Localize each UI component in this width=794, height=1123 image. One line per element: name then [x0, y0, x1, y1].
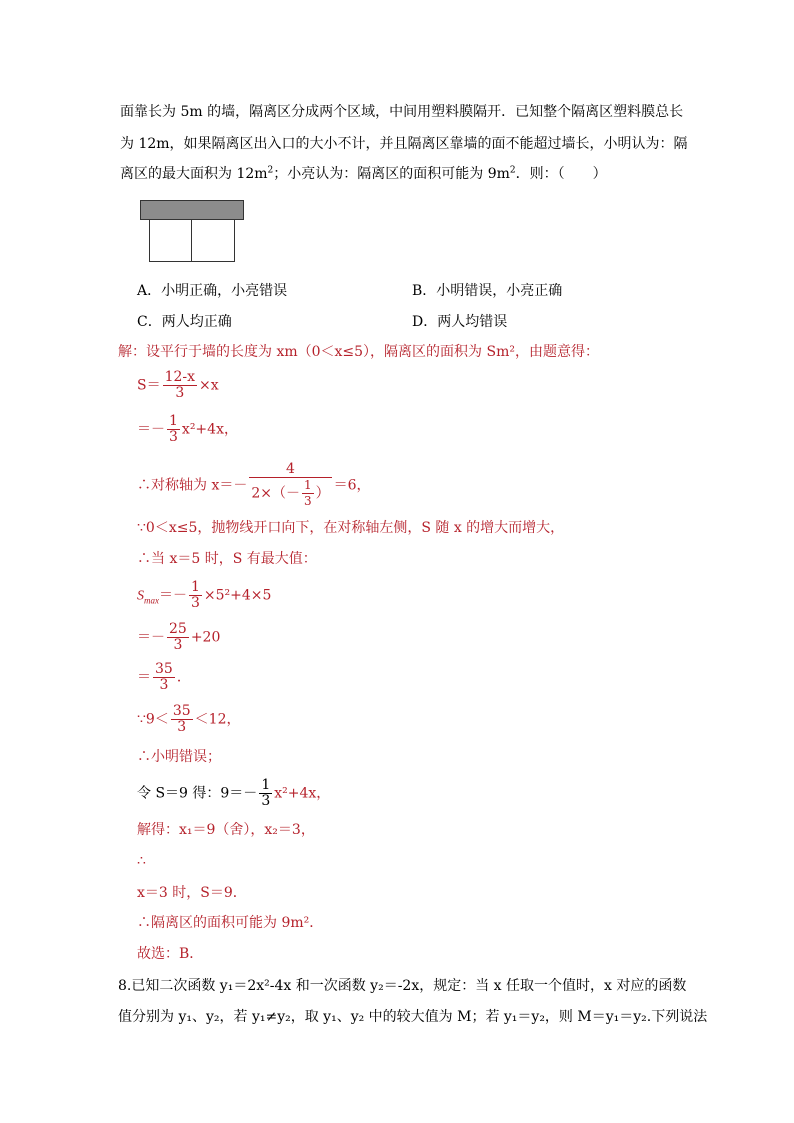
smax-num: 1	[191, 579, 200, 595]
axis-den-n: 1	[304, 478, 312, 492]
s1-den: 3	[175, 385, 185, 401]
problem-line-3a: 离区的最大面积为 12m	[120, 166, 268, 182]
let-den: 3	[261, 793, 271, 809]
s2-pre: ＝－	[137, 421, 165, 438]
smax-den: 3	[191, 595, 200, 611]
pen-outline	[149, 219, 235, 262]
cmp-rest: ＜12，	[194, 711, 241, 728]
smax-sub: max	[144, 595, 159, 606]
axis-rest: ＝6，	[333, 477, 371, 494]
smax-lhs: S	[137, 588, 144, 604]
problem-line-3c: ．则：（ ）	[515, 166, 607, 182]
step-e1	[137, 622, 220, 653]
step-max-when: ∴当 x＝5 时，S 有最大值：	[137, 551, 317, 567]
e1-rest: +20	[190, 629, 221, 646]
e2-den: 3	[159, 677, 169, 693]
axis-pre: ∴对称轴为 x＝－	[137, 477, 248, 494]
smax-rest: ×5²+4×5	[203, 587, 272, 604]
step-smax	[137, 580, 271, 611]
s2-num: 1	[169, 413, 178, 429]
pen-divider	[191, 219, 192, 261]
e1-pre: ＝－	[137, 629, 165, 646]
axis-den-d: 3	[304, 494, 312, 508]
let-num: 1	[261, 777, 271, 793]
cmp-den: 3	[177, 719, 187, 735]
option-b[interactable]: B．小明错误，小亮正确	[412, 283, 563, 299]
step-cond: ∵0＜x≤5，抛物线开口向下，在对称轴左侧，S 随 x 的增大而增大，	[137, 520, 565, 536]
s1-rest: ×x	[199, 377, 219, 394]
s2-den: 3	[169, 429, 178, 445]
s2-rest: x²+4x，	[181, 421, 238, 438]
option-c[interactable]: C．两人均正确	[137, 314, 232, 330]
wall	[140, 200, 244, 220]
e1-num: 25	[169, 621, 187, 637]
step-e2	[137, 662, 191, 693]
problem-line-1: 面靠长为 5m 的墙，隔离区分成两个区域，中间用塑料膜隔开．已知整个隔离区塑料膜总长	[120, 104, 684, 120]
step-solved: 解得：x₁＝9（舍），x₂＝3，	[137, 822, 315, 838]
axis-num: 4	[249, 462, 331, 478]
let-pre: 令 S＝9 得：9＝－	[137, 785, 258, 802]
cmp-num: 35	[172, 703, 191, 719]
solution-intro: 解：设平行于墙的长度为 xm（0＜x≤5），隔离区的面积为 Sm²，由题意得：	[118, 344, 599, 360]
step-ming-wrong: ∴小明错误；	[137, 749, 221, 765]
e2-pre: ＝	[137, 669, 151, 686]
problem-line-3: 离区的最大面积为 $12m^2$；小亮认为：隔离区的面积可能为 $9m^2$．则：（ ）	[120, 165, 607, 182]
option-d[interactable]: D．两人均错误	[412, 314, 508, 330]
e2-rest: ．	[176, 669, 191, 686]
step-s2	[137, 414, 238, 445]
step-let	[137, 778, 330, 809]
step-choose: 故选：B．	[137, 946, 204, 962]
option-a[interactable]: A．小明正确，小亮错误	[137, 283, 288, 299]
smax-eq: ＝－	[159, 587, 187, 604]
cmp-pre: ∵9＜	[137, 711, 169, 728]
problem-line-2: 为 12m，如果隔离区出入口的大小不计，并且隔离区靠墙的面不能超过墙长，小明认为：隔	[120, 136, 688, 152]
s1-lhs: S＝	[137, 377, 161, 394]
s1-num: 12-x	[164, 369, 196, 385]
step-x3: x＝3 时，S＝9．	[137, 885, 247, 901]
problem-line-3b: ；小亮认为：隔离区的面积可能为 9m	[273, 166, 510, 182]
step-axis	[137, 462, 371, 509]
step-s1	[137, 370, 219, 401]
let-rest: x²+4x，	[274, 785, 331, 802]
step-therefore: ∴	[137, 853, 146, 869]
e2-num: 35	[155, 661, 173, 677]
step-cmp	[137, 704, 240, 735]
axis-den-a: 2×（－	[251, 485, 300, 502]
next-problem-line-1: 8.已知二次函数 y₁＝2x²-4x 和一次函数 y₂＝-2x，规定：当 x 任取一个值时，x 对应的函数	[118, 978, 687, 994]
isolation-area-figure	[140, 200, 244, 262]
axis-den-b: ）	[315, 485, 330, 502]
next-problem-line-2: 值分别为 y₁、y₂，若 y₁≠y₂，取 y₁、y₂ 中的较大值为 M；若 y₁＝y₂，则 M＝y₁＝y₂.下列说法	[118, 1009, 708, 1025]
e1-den: 3	[173, 637, 183, 653]
step-possible: ∴隔离区的面积可能为 9m²．	[137, 915, 324, 931]
